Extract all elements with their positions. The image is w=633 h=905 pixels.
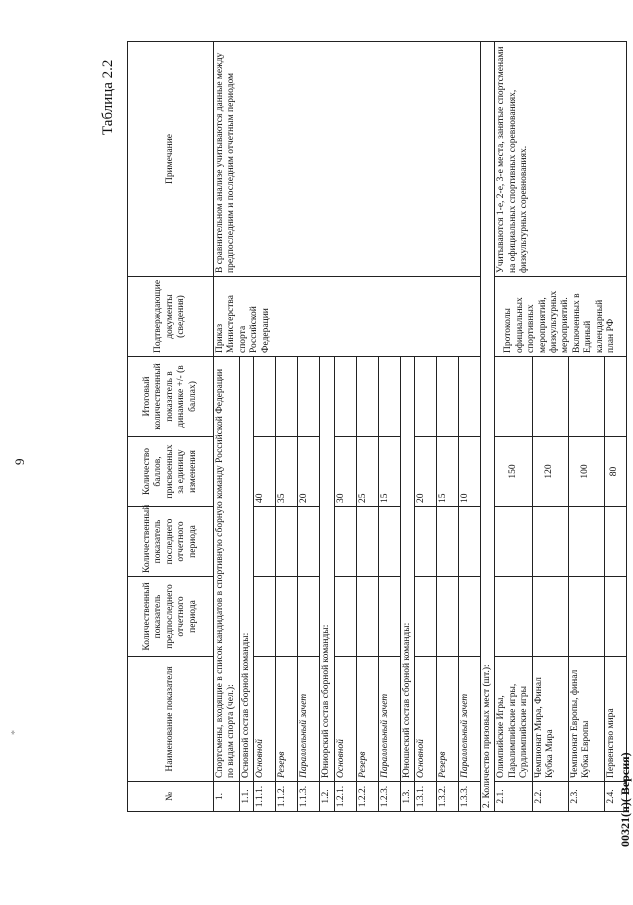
row-prev-qty: [458, 577, 480, 657]
row-prev-qty: [254, 577, 276, 657]
header-result: Итоговый количественный показатель в динамике +/- (в баллах): [128, 357, 214, 437]
row-num: 1.2.2.: [356, 782, 378, 812]
row-points: 15: [378, 437, 400, 507]
row-last-qty: [458, 507, 480, 577]
section-2-title: 2. Количество призовых мест (шт.):: [480, 42, 494, 812]
row-prev-qty: [568, 577, 604, 657]
row-name: Первенство мира: [604, 657, 626, 782]
row-result: [436, 357, 458, 437]
row-num: 1.2.1.: [334, 782, 356, 812]
row-points: 20: [414, 437, 436, 507]
row-points: 10: [458, 437, 480, 507]
row-num: 1.1.1.: [254, 782, 276, 812]
header-num: №: [128, 782, 214, 812]
row-prev-qty: [436, 577, 458, 657]
row-result: [298, 357, 320, 437]
row-last-qty: [436, 507, 458, 577]
row-num: 1.1.3.: [298, 782, 320, 812]
row-last-qty: [254, 507, 276, 577]
row-points: 25: [356, 437, 378, 507]
row-result: [276, 357, 298, 437]
row-num: 2.2.: [532, 782, 568, 812]
row-last-qty: [356, 507, 378, 577]
row-last-qty: [568, 507, 604, 577]
section-2-row: [480, 42, 494, 812]
indicators-table: [127, 41, 627, 812]
row-prev-qty: [276, 577, 298, 657]
header-name: Наименование показателя: [128, 657, 214, 782]
row-result: [495, 357, 532, 437]
table-row: [495, 42, 532, 812]
section-2-docs: Протоколы официальных спортивных мероприятий, физкультурных мероприятий. Включенных в Единый календарный план РФ: [495, 277, 626, 357]
header-note: Примечание: [128, 42, 214, 277]
row-prev-qty: [414, 577, 436, 657]
row-num: 2.1.: [495, 782, 532, 812]
row-prev-qty: [604, 577, 626, 657]
row-last-qty: [532, 507, 568, 577]
row-prev-qty: [495, 577, 532, 657]
row-name: Параллельный зачет: [378, 657, 400, 782]
row-result: [356, 357, 378, 437]
row-prev-qty: [356, 577, 378, 657]
row-points: 15: [436, 437, 458, 507]
row-prev-qty: [334, 577, 356, 657]
table-caption: Таблица 2.2: [100, 59, 116, 135]
row-last-qty: [334, 507, 356, 577]
section-1-docs: Приказ Министерства спорта Российской Федерации: [214, 277, 481, 357]
section-1-row: [214, 42, 240, 812]
row-points: 20: [298, 437, 320, 507]
row-name: Резерв: [276, 657, 298, 782]
row-prev-qty: [532, 577, 568, 657]
group-title: Юниорский состав сборной команды:: [320, 357, 334, 782]
row-name: Основной: [334, 657, 356, 782]
row-result: [254, 357, 276, 437]
row-name: Основной: [254, 657, 276, 782]
row-name: Чемпионат Мира, Финал Кубка Мира: [532, 657, 568, 782]
row-result: [568, 357, 604, 437]
row-num: 2.4.: [604, 782, 626, 812]
group-num: 1.1.: [239, 782, 253, 812]
row-result: [458, 357, 480, 437]
group-num: 1.2.: [320, 782, 334, 812]
row-num: 1.3.1.: [414, 782, 436, 812]
row-name: Резерв: [356, 657, 378, 782]
row-points: 35: [276, 437, 298, 507]
group-title: Юношеский состав сборной команды:: [400, 357, 414, 782]
row-name: Основной: [414, 657, 436, 782]
section-1-num: 1.: [214, 782, 240, 812]
row-points: 100: [568, 437, 604, 507]
header-last-qty: Количественный показатель последнего отчетного периода: [128, 507, 214, 577]
section-2-note: Учитываются 1-е, 2-е, 3-е места, занятые спортсменами на официальных спортивных соревнованиях, физкультурных соревнованиях.: [495, 42, 626, 277]
row-result: [604, 357, 626, 437]
row-last-qty: [495, 507, 532, 577]
row-result: [414, 357, 436, 437]
row-points: 40: [254, 437, 276, 507]
row-name: Параллельный зачет: [458, 657, 480, 782]
header-docs: Подтверждающие документы (сведения): [128, 277, 214, 357]
header-prev-qty: Количественный показатель предпоследнего отчетного периода: [128, 577, 214, 657]
row-points: 80: [604, 437, 626, 507]
row-result: [378, 357, 400, 437]
row-last-qty: [298, 507, 320, 577]
row-num: 1.2.3.: [378, 782, 400, 812]
row-points: 150: [495, 437, 532, 507]
header-points: Количество баллов, присвоенных за единицу изменения: [128, 437, 214, 507]
row-prev-qty: [298, 577, 320, 657]
row-points: 30: [334, 437, 356, 507]
section-1-note: В сравнительном анализе учитываются данные между предпоследним и последним отчетным периодом: [214, 42, 481, 277]
group-title: Основной состав сборной команды:: [239, 357, 253, 782]
row-num: 1.3.2.: [436, 782, 458, 812]
row-name: Параллельный зачет: [298, 657, 320, 782]
row-name: Резерв: [436, 657, 458, 782]
row-last-qty: [414, 507, 436, 577]
row-last-qty: [276, 507, 298, 577]
row-name: Олимпийские Игры, Паралимпийские игры, Сурдлимпийские игры: [495, 657, 532, 782]
row-result: [334, 357, 356, 437]
table-header-row: [128, 42, 214, 812]
row-num: 1.1.2.: [276, 782, 298, 812]
row-num: 2.3.: [568, 782, 604, 812]
row-last-qty: [378, 507, 400, 577]
footer-code: 00321(п)( Версия): [618, 752, 632, 847]
section-1-title: Спортсмены, входящие в список кандидатов в спортивную сборную команду Российской Федерации по видам спорта (чел.):: [214, 357, 240, 782]
group-num: 1.3.: [400, 782, 414, 812]
row-last-qty: [604, 507, 626, 577]
scan-mark: *: [10, 730, 21, 735]
row-result: [532, 357, 568, 437]
row-points: 120: [532, 437, 568, 507]
row-prev-qty: [378, 577, 400, 657]
row-num: 1.3.3.: [458, 782, 480, 812]
page-number: 9: [12, 458, 27, 465]
row-name: Чемпионат Европы, финал Кубка Европы: [568, 657, 604, 782]
